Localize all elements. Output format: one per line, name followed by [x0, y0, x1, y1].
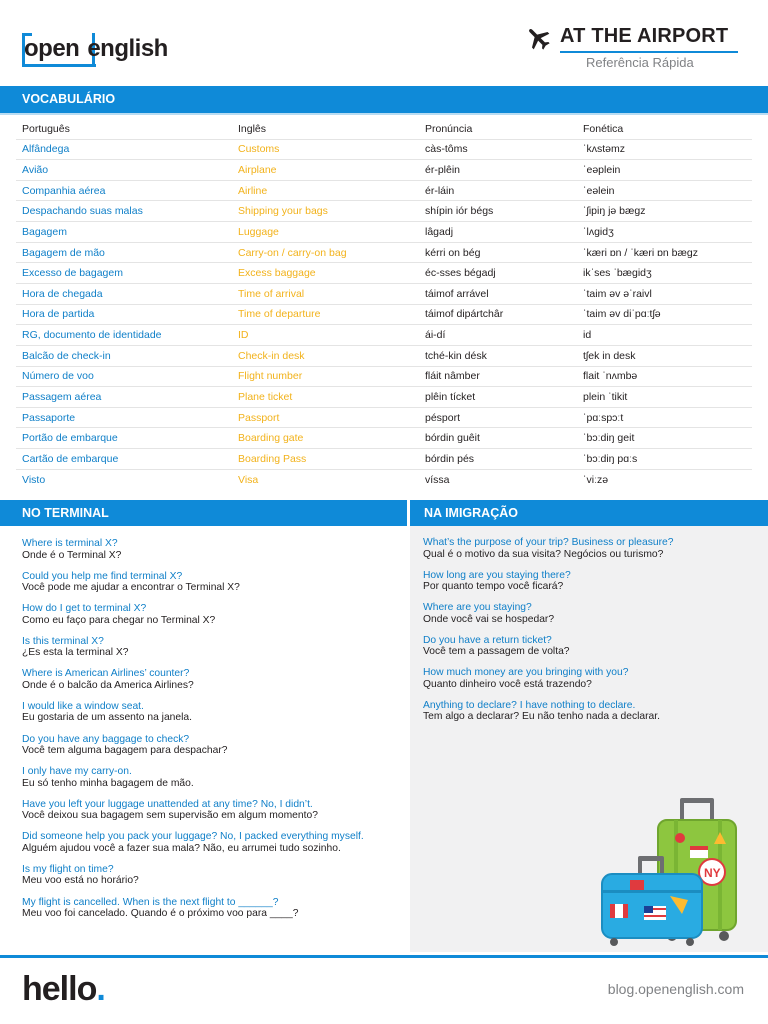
table-row [16, 222, 752, 243]
footer-rule [0, 955, 768, 958]
open-english-logo[interactable] [22, 32, 172, 68]
pronunciation: táimof dipártchâr [419, 304, 577, 325]
section-header-immigration: NA IMIGRAÇÃO [410, 500, 768, 526]
portuguese-term: Balcão de check-in [16, 345, 232, 366]
english-term: Airline [232, 180, 419, 201]
pronunciation: kérri on bég [419, 242, 577, 263]
phonetic: ˈkʌstəmz [577, 139, 752, 160]
english-term: Visa [232, 469, 419, 490]
phonetic: ˈeəplein [577, 160, 752, 181]
english-question: Do you have a return ticket? [423, 634, 552, 646]
phrase-item [423, 537, 763, 560]
phonetic: ˈʃipiŋ jə bæɡz [577, 201, 752, 222]
phonetic: ˈviːzə [577, 469, 752, 490]
table-row [16, 366, 752, 387]
english-question: Is this terminal X? [22, 635, 104, 647]
immigration-phrases [423, 537, 763, 733]
phrase-item [423, 667, 763, 690]
phrase-item [423, 635, 763, 658]
page-title: AT THE AIRPORT [560, 25, 729, 47]
phrase-item [22, 864, 407, 887]
portuguese-term: Bagagem de mão [16, 242, 232, 263]
logo-open: open [24, 35, 80, 62]
portuguese-term: Companhia aérea [16, 180, 232, 201]
table-row [16, 139, 752, 160]
phrase-item [423, 602, 763, 625]
portuguese-translation: Por quanto tempo você ficará? [423, 581, 564, 593]
phrase-item [22, 668, 407, 691]
english-term: Customs [232, 139, 419, 160]
english-term: ID [232, 325, 419, 346]
table-row [16, 304, 752, 325]
phonetic: ˈbɔːdiŋ pɑːs [577, 449, 752, 470]
table-row [16, 325, 752, 346]
ny-sticker: NY [704, 866, 721, 880]
portuguese-translation: Onde você vai se hospedar? [423, 613, 555, 625]
phrase-item [22, 701, 407, 724]
portuguese-term: RG, documento de identidade [16, 325, 232, 346]
pronunciation: càs-tôms [419, 139, 577, 160]
phonetic: ˈeəlein [577, 180, 752, 201]
portuguese-translation: Onde é o balcão da America Airlines? [22, 679, 194, 691]
phonetic: id [577, 325, 752, 346]
english-question: Do you have any baggage to check? [22, 733, 190, 745]
table-row [16, 449, 752, 470]
pronunciation: ér-láin [419, 180, 577, 201]
column-header: Pronúncia [425, 122, 473, 135]
section-header-terminal: NO TERMINAL [0, 500, 407, 526]
english-term: Check-in desk [232, 345, 419, 366]
english-term: Plane ticket [232, 387, 419, 408]
phonetic: ˈkæri ɒn / ˈkæri ɒn bæɡz [577, 242, 752, 263]
table-row [16, 242, 752, 263]
portuguese-translation: Quanto dinheiro você está trazendo? [423, 678, 592, 690]
portuguese-term: Bagagem [16, 222, 232, 243]
hello-logo[interactable] [22, 970, 105, 1009]
portuguese-translation: Como eu faço para chegar no Terminal X? [22, 614, 216, 626]
english-question: Anything to declare? I have nothing to declare. [423, 699, 636, 711]
vocabulary-table [16, 119, 752, 490]
phonetic: ˈtaim əv diˈpɑːtʃə [577, 304, 752, 325]
column-header: Inglês [238, 122, 267, 135]
pronunciation: éc-sses bégadj [419, 263, 577, 284]
english-term: Time of arrival [232, 283, 419, 304]
portuguese-translation: Meu voo foi cancelado. Quando é o próximo voo para ____? [22, 908, 299, 920]
phrase-item [22, 897, 407, 920]
portuguese-translation: Você tem alguma bagagem para despachar? [22, 745, 228, 757]
table-row [16, 469, 752, 490]
logo-english: english [87, 35, 168, 62]
english-question: How do I get to terminal X? [22, 603, 147, 615]
blog-link[interactable]: blog.openenglish.com [607, 981, 744, 997]
column-header: Português [22, 122, 70, 135]
pronunciation: shípin iór bégs [419, 201, 577, 222]
pronunciation: bórdin pés [419, 449, 577, 470]
portuguese-term: Excesso de bagagem [16, 263, 232, 284]
phonetic: ˈtaim əv əˈraivl [577, 283, 752, 304]
table-row [16, 387, 752, 408]
phrase-item [423, 700, 763, 723]
pronunciation: plêin tícket [419, 387, 577, 408]
english-question: Could you help me find terminal X? [22, 570, 183, 582]
phrase-item [22, 571, 407, 594]
english-question: How much money are you bringing with you? [423, 667, 629, 679]
airplane-icon [524, 24, 552, 52]
portuguese-term: Passaporte [16, 407, 232, 428]
table-row [16, 201, 752, 222]
phrase-item [22, 636, 407, 659]
luggage-illustration [600, 796, 740, 946]
phrase-item [22, 799, 407, 822]
logo-text [22, 32, 168, 66]
table-row [16, 345, 752, 366]
english-question: I would like a window seat. [22, 700, 144, 712]
pronunciation: pésport [419, 407, 577, 428]
english-question: What’s the purpose of your trip? Business or pleasure? [423, 537, 674, 548]
portuguese-term: Cartão de embarque [16, 449, 232, 470]
table-row [16, 428, 752, 449]
phrase-item [22, 538, 407, 561]
portuguese-translation: Eu gostaria de um assento na janela. [22, 712, 193, 724]
title-divider [560, 51, 738, 53]
section-underline [0, 113, 768, 115]
phonetic: ikˈses ˈbæɡidʒ [577, 263, 752, 284]
portuguese-translation: Qual é o motivo da sua visita? Negócios ou turismo? [423, 548, 664, 560]
phonetic: ˈlʌɡidʒ [577, 222, 752, 243]
portuguese-term: Número de voo [16, 366, 232, 387]
portuguese-term: Alfândega [16, 139, 232, 160]
header [0, 0, 768, 86]
portuguese-translation: Tem algo a declarar? Eu não tenho nada a declarar. [423, 711, 660, 723]
portuguese-term: Hora de partida [16, 304, 232, 325]
portuguese-translation: Eu só tenho minha bagagem de mão. [22, 777, 194, 789]
pronunciation: víssa [419, 469, 577, 490]
pronunciation: fláit nâmber [419, 366, 577, 387]
portuguese-translation: Alguém ajudou você a fazer sua mala? Não, eu arrumei tudo sozinho. [22, 842, 341, 854]
english-question: Is my flight on time? [22, 863, 114, 875]
table-header-row [16, 119, 752, 139]
english-term: Luggage [232, 222, 419, 243]
english-question: I only have my carry-on. [22, 766, 132, 778]
portuguese-term: Passagem aérea [16, 387, 232, 408]
pronunciation: táimof arrável [419, 283, 577, 304]
english-question: Where are you staying? [423, 602, 532, 614]
phrase-item [423, 570, 763, 593]
terminal-phrases [22, 538, 407, 929]
english-term: Shipping your bags [232, 201, 419, 222]
english-term: Passport [232, 407, 419, 428]
column-header: Fonética [583, 122, 624, 135]
portuguese-translation: Você pode me ajudar a encontrar o Terminal X? [22, 582, 240, 594]
phonetic: flait ˈnʌmbə [577, 366, 752, 387]
phonetic: plein ˈtikit [577, 387, 752, 408]
english-question: How long are you staying there? [423, 569, 571, 581]
portuguese-translation: Você deixou sua bagagem sem supervisão em algum momento? [22, 810, 318, 822]
table-row [16, 407, 752, 428]
pronunciation: tché-kin désk [419, 345, 577, 366]
portuguese-term: Avião [16, 160, 232, 181]
english-question: My flight is cancelled. When is the next flight to ______? [22, 896, 279, 908]
english-term: Time of departure [232, 304, 419, 325]
pronunciation: bórdin guêit [419, 428, 577, 449]
section-header-vocabulary: VOCABULÁRIO [0, 86, 768, 113]
pronunciation: ái-dí [419, 325, 577, 346]
english-question: Have you left your luggage unattended at any time? No, I didn’t. [22, 798, 313, 810]
phrase-item [22, 766, 407, 789]
phrase-item [22, 831, 407, 854]
table-row [16, 263, 752, 284]
table-row [16, 180, 752, 201]
portuguese-translation: Meu voo está no horário? [22, 875, 139, 887]
pronunciation: lâgadj [419, 222, 577, 243]
english-question: Where is American Airlines’ counter? [22, 668, 190, 680]
portuguese-term: Despachando suas malas [16, 201, 232, 222]
portuguese-term: Portão de embarque [16, 428, 232, 449]
phrase-item [22, 734, 407, 757]
portuguese-translation: Onde é o Terminal X? [22, 549, 122, 561]
phonetic: tʃek in desk [577, 345, 752, 366]
english-term: Excess baggage [232, 263, 419, 284]
hello-dot: . [96, 970, 105, 1008]
pronunciation: ér-plêin [419, 160, 577, 181]
page-subtitle: Referência Rápida [586, 55, 694, 70]
portuguese-term: Hora de chegada [16, 283, 232, 304]
portuguese-translation: ¿Es esta la terminal X? [22, 647, 129, 659]
table-row [16, 283, 752, 304]
english-term: Boarding gate [232, 428, 419, 449]
table-row [16, 160, 752, 181]
english-question: Where is terminal X? [22, 538, 118, 549]
portuguese-translation: Você tem a passagem de volta? [423, 646, 570, 658]
english-term: Carry-on / carry-on bag [232, 242, 419, 263]
hello-text: hello [22, 970, 97, 1008]
phonetic: ˈbɔːdiŋ ɡeit [577, 428, 752, 449]
english-term: Airplane [232, 160, 419, 181]
phonetic: ˈpɑːspɔːt [577, 407, 752, 428]
english-term: Boarding Pass [232, 449, 419, 470]
english-question: Did someone help you pack your luggage? No, I packed everything myself. [22, 831, 364, 843]
portuguese-term: Visto [16, 469, 232, 490]
english-term: Flight number [232, 366, 419, 387]
phrase-item [22, 603, 407, 626]
